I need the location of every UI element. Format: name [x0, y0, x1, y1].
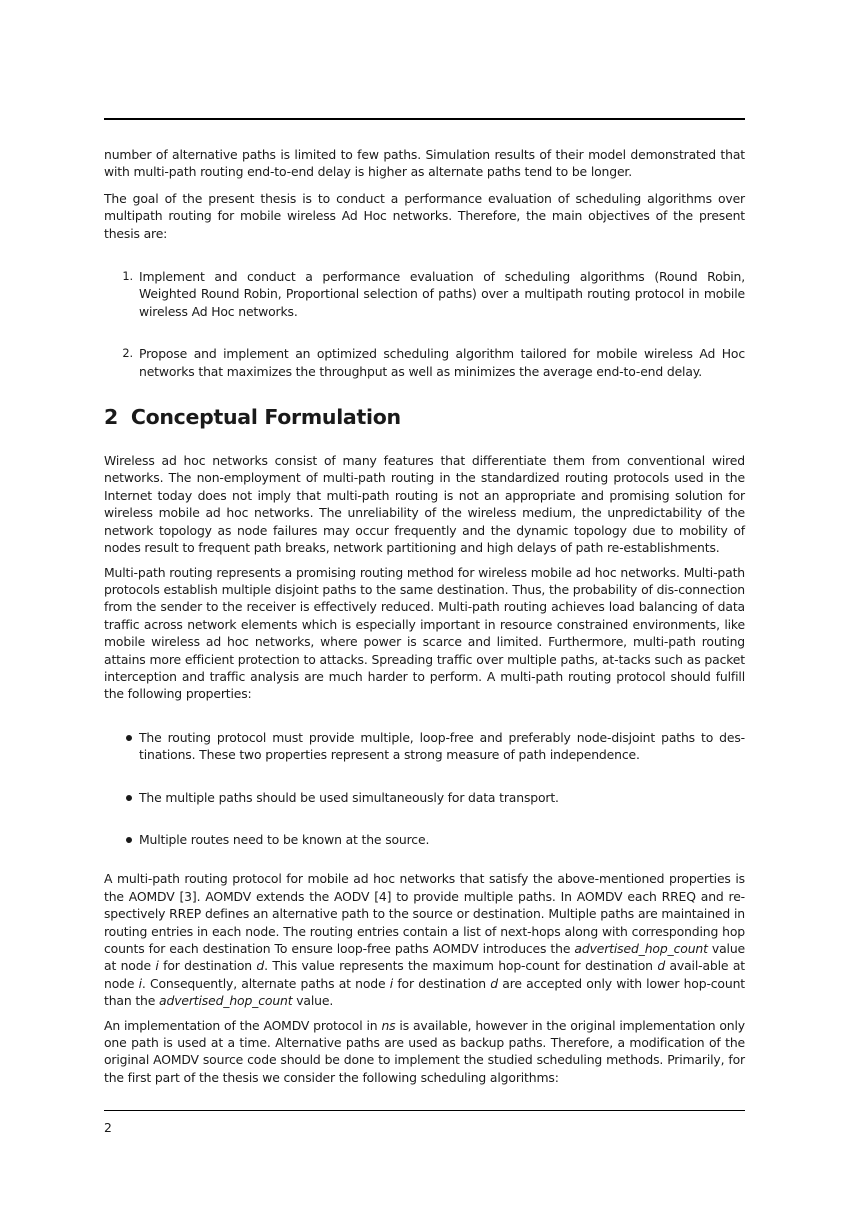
objective-text: Implement and conduct a performance evaluation of scheduling algorithms (Round Robin, Weighted Round Robin, Proportional selection of paths) over a multipath routing protocol in mobile wireless Ad Hoc networks. — [139, 269, 745, 319]
section-paragraph-2: Multi-path routing represents a promising routing method for wireless mobile ad hoc networks. Multi-path protocols establish multiple disjoint paths to the same destination. Thus, the probability of dis-connection from the sender to the receiver is effectively reduced. Multi-path routing achieves load balancing of data traffic across network elements which is especially important in resource constrained environments, like mobile wireless ad hoc networks, where power is scarce and limited. Furthermore, multi-path routing attains more efficient protection to attacks. Spreading traffic over multiple paths, at-tacks such as packet interception and traffic analysis are much harder to perform. A multi-path routing protocol should fulfill the following properties: — [104, 564, 745, 702]
math-variable: d — [657, 958, 666, 974]
text-run: value. — [292, 993, 334, 1009]
intro-paragraph-2: The goal of the present thesis is to conduct a performance evaluation of scheduling algorithms over multipath routing for mobile wireless Ad Hoc networks. Therefore, the main objectives of the present thesis are: — [104, 190, 745, 241]
section-paragraph-3 — [104, 870, 745, 1009]
footer-rule — [104, 1110, 745, 1111]
objective-number: 1. — [122, 269, 133, 284]
property-item — [104, 729, 745, 764]
property-text: Multiple routes need to be known at the source. — [139, 831, 430, 847]
property-item — [104, 789, 745, 806]
math-variable: d — [490, 975, 498, 991]
property-item — [104, 831, 745, 848]
code-term: advertised_hop_count — [159, 993, 293, 1009]
intro-paragraph-1: number of alternative paths is limited to few paths. Simulation results of their model demonstrated that with multi-path routing end-to-end delay is higher as alternate paths tend to be longer. — [104, 147, 745, 180]
section-title: Conceptual Formulation — [130, 405, 401, 430]
text-run: for destination — [158, 958, 257, 974]
text-run: value at node — [104, 941, 745, 974]
section-heading — [104, 405, 745, 429]
text-run: A multi-path routing protocol for mobile ad hoc networks that satisfy the above-mentioned properties is the AOMDV [3]. AOMDV extends the AODV [4] to provide multiple paths. In AOMDV each RREQ and re-spectively RREP defines an alternative path to the source or destination. Multiple paths are maintained in routing entries in each node. The routing entries contain a list of next-hops along with corresponding hop counts for each destination To ensure loop-free paths AOMDV introduces the — [104, 871, 745, 956]
page-body — [104, 146, 745, 1093]
math-variable: i — [389, 975, 394, 991]
page-number: 2 — [104, 1120, 112, 1135]
objective-number: 2. — [122, 346, 133, 361]
bullet-icon — [126, 837, 132, 843]
text-run: avail-able at node — [104, 958, 745, 991]
software-name: ns — [381, 1017, 396, 1033]
text-run: . Consequently, alternate paths at node — [141, 975, 390, 991]
code-term: advertised_hop_count — [574, 941, 708, 956]
math-variable: i — [155, 958, 159, 974]
math-variable: i — [138, 975, 142, 991]
properties-list — [104, 729, 745, 849]
text-run: is available, however in the original implementation only one path is used at a time. Alternative paths are used as backup paths. Therefore, a modification of the original AOMDV source code should be done to implement the studied scheduling methods. Primarily, for the first part of the thesis we consider the following scheduling algorithms: — [104, 1017, 745, 1085]
objective-text: Propose and implement an optimized scheduling algorithm tailored for mobile wireless Ad Hoc networks that maximizes the throughput as well as minimizes the average end-to-end delay. — [139, 346, 745, 379]
bullet-icon — [126, 795, 132, 801]
objectives-list — [104, 268, 745, 380]
text-run: . This value represents the maximum hop-count for destination — [264, 958, 658, 974]
objective-item — [104, 268, 745, 320]
objective-item — [104, 345, 745, 380]
section-number: 2 — [104, 405, 118, 430]
text-run: are accepted only with lower hop-count than the — [104, 975, 745, 1009]
text-run: An implementation of the AOMDV protocol in — [104, 1017, 382, 1033]
section-paragraph-4 — [104, 1017, 745, 1087]
property-text: The routing protocol must provide multiple, loop-free and preferably node-disjoint paths to des-tinations. These two properties represent a strong measure of path independence. — [139, 729, 745, 763]
bullet-icon — [126, 735, 132, 741]
header-rule — [104, 118, 745, 120]
text-run: for destination — [393, 975, 491, 991]
section-paragraph-1: Wireless ad hoc networks consist of many features that differentiate them from conventional wired networks. The non-employment of multi-path routing in the standardized routing protocols used in the Internet today does not imply that multi-path routing is not an appropriate and promising solution for wireless mobile ad hoc networks. The unreliability of the wireless medium, the unpredictability of the network topology as node failures may occur frequently and the dynamic topology due to mobility of nodes result to frequent path breaks, network partitioning and high delays of path re-establishments. — [104, 453, 745, 556]
math-variable: d — [256, 958, 265, 974]
property-text: The multiple paths should be used simultaneously for data transport. — [139, 789, 559, 805]
